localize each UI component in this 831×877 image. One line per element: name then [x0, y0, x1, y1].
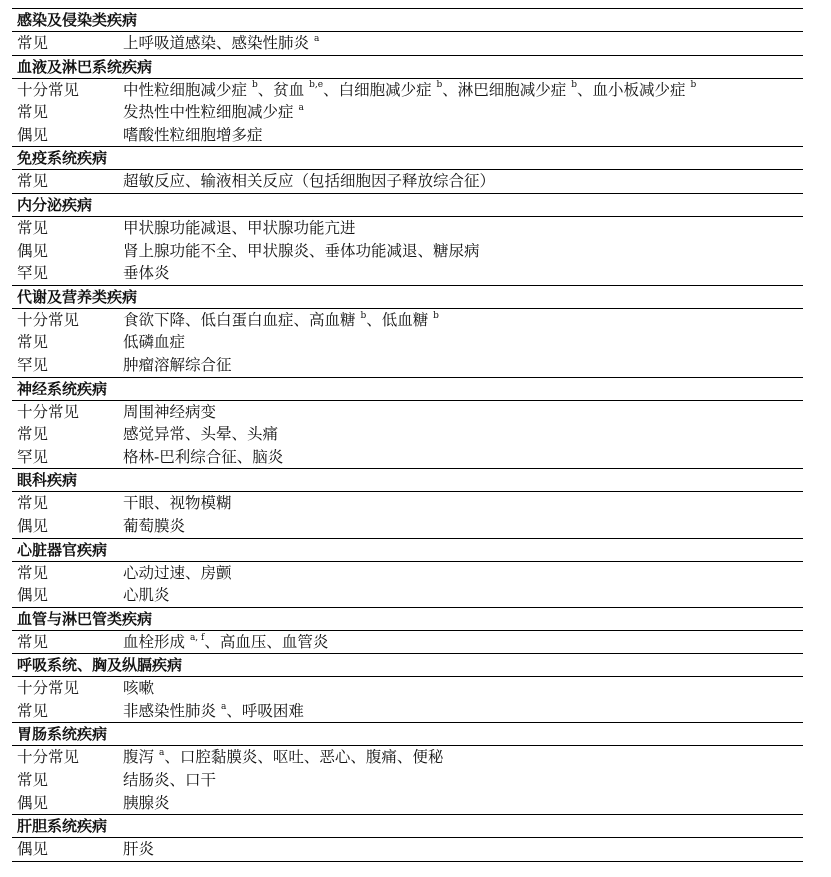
frequency-cell: 常见	[17, 218, 49, 237]
section-header: 代谢及营养类疾病	[12, 286, 803, 309]
term-text: 、低血糖	[366, 310, 434, 329]
term-text: 食欲下降、低白蛋白血症、高血糖	[123, 310, 361, 329]
terms-cell	[123, 423, 278, 446]
terms-cell	[123, 769, 216, 792]
term-text: 低磷血症	[123, 333, 186, 352]
table-row	[12, 354, 803, 377]
terms-cell	[123, 700, 304, 723]
table-row	[12, 32, 803, 55]
terms-cell	[123, 354, 232, 377]
section-header: 肝胆系统疾病	[12, 815, 803, 838]
terms-cell	[123, 217, 356, 240]
table-row	[12, 101, 803, 124]
term-text: 肿瘤溶解综合征	[123, 355, 232, 374]
terms-cell	[123, 677, 154, 700]
table-row	[12, 240, 803, 263]
term-text: 、口腔黏膜炎、呕吐、恶心、腹痛、便秘	[164, 748, 444, 767]
section-header: 心脏器官疾病	[12, 539, 803, 562]
table-section	[12, 469, 803, 538]
adverse-reaction-table	[12, 8, 803, 862]
table-row	[12, 838, 803, 861]
table-row	[12, 309, 803, 332]
term-text: 超敏反应、输液相关反应（包括细胞因子释放综合征）	[123, 172, 496, 191]
terms-cell	[123, 838, 154, 861]
term-text: 胰腺炎	[123, 793, 170, 812]
terms-cell	[123, 401, 216, 424]
term-text: 葡萄膜炎	[123, 516, 186, 535]
frequency-cell: 常见	[17, 494, 49, 513]
section-header: 内分泌疾病	[12, 194, 803, 217]
frequency-cell: 偶见	[17, 241, 49, 260]
frequency-cell: 常见	[17, 333, 49, 352]
terms-cell	[123, 170, 495, 193]
frequency-cell: 常见	[17, 172, 49, 191]
terms-cell	[123, 792, 170, 815]
term-text: 、淋巴细胞减少症	[442, 80, 572, 99]
frequency-cell: 偶见	[17, 586, 49, 605]
term-text: 腹泻	[123, 748, 159, 767]
frequency-cell: 常见	[17, 425, 49, 444]
frequency-cell: 常见	[17, 771, 49, 790]
term-text: 上呼吸道感染、感染性肺炎	[123, 34, 314, 52]
term-text: 发热性中性粒细胞减少症	[123, 103, 299, 122]
table-row	[12, 562, 803, 585]
term-text: 血栓形成	[123, 632, 190, 651]
terms-cell	[123, 124, 263, 147]
term-text: 、贫血	[257, 80, 310, 99]
frequency-cell: 常见	[17, 563, 49, 582]
terms-cell	[123, 584, 170, 607]
term-text: 感觉异常、头晕、头痛	[123, 425, 279, 444]
table-row	[12, 677, 803, 700]
term-text: 垂体炎	[123, 264, 170, 283]
table-row	[12, 746, 803, 769]
term-text: 肝炎	[123, 840, 155, 859]
terms-cell	[123, 562, 232, 585]
table-section	[12, 147, 803, 194]
terms-cell	[123, 262, 170, 285]
term-text: 肾上腺功能不全、甲状腺炎、垂体功能减退、糖尿病	[123, 241, 480, 260]
term-text: 中性粒细胞减少症	[123, 80, 252, 99]
table-row	[12, 515, 803, 538]
terms-cell	[123, 492, 232, 515]
footnote-marker: b	[436, 80, 443, 91]
footnote-marker: b	[433, 310, 439, 321]
term-text: 非感染性肺炎	[123, 701, 221, 720]
term-text: 心肌炎	[123, 586, 170, 605]
terms-cell	[123, 79, 696, 102]
table-row	[12, 423, 803, 446]
terms-cell	[123, 309, 439, 332]
footnote-marker: a	[158, 748, 165, 759]
section-header: 血管与淋巴管类疾病	[12, 608, 803, 631]
table-row	[12, 401, 803, 424]
table-row	[12, 792, 803, 815]
footnote-marker: a, f	[189, 632, 205, 643]
table-row	[12, 331, 803, 354]
footnote-marker: b	[571, 80, 577, 91]
term-text: 周围神经病变	[123, 402, 217, 421]
terms-cell	[123, 32, 319, 55]
frequency-cell: 十分常见	[17, 402, 80, 421]
frequency-cell: 十分常见	[17, 310, 80, 329]
table-row	[12, 584, 803, 607]
section-header: 血液及淋巴系统疾病	[12, 56, 803, 79]
table-section	[12, 56, 803, 148]
table-row	[12, 769, 803, 792]
table-row	[12, 217, 803, 240]
table-row	[12, 492, 803, 515]
term-text: 、白细胞减少症	[323, 80, 437, 99]
table-row	[12, 79, 803, 102]
term-text: 干眼、视物模糊	[123, 494, 232, 513]
frequency-cell: 常见	[17, 701, 49, 720]
footnote-marker: b	[360, 310, 367, 321]
table-row	[12, 631, 803, 654]
frequency-cell: 十分常见	[17, 748, 80, 767]
footnote-marker: a	[220, 701, 227, 712]
table-section	[12, 9, 803, 56]
terms-cell	[123, 446, 283, 469]
footnote-marker: b,e	[309, 80, 324, 91]
frequency-cell: 罕见	[17, 447, 49, 466]
terms-cell	[123, 331, 185, 354]
terms-cell	[123, 240, 480, 263]
table-section	[12, 723, 803, 815]
frequency-cell: 常见	[17, 632, 49, 651]
frequency-cell: 罕见	[17, 264, 49, 283]
terms-cell	[123, 101, 304, 124]
frequency-cell: 十分常见	[17, 679, 80, 698]
table-row	[12, 124, 803, 147]
frequency-cell: 常见	[17, 34, 49, 52]
term-text: 格林-巴利综合征、脑炎	[123, 447, 284, 466]
table-section	[12, 194, 803, 286]
frequency-cell: 常见	[17, 103, 49, 122]
term-text: 、呼吸困难	[226, 701, 304, 720]
table-section	[12, 378, 803, 470]
terms-cell	[123, 515, 185, 538]
section-header: 眼科疾病	[12, 469, 803, 492]
frequency-cell: 偶见	[17, 793, 49, 812]
section-header: 感染及侵染类疾病	[12, 9, 803, 32]
terms-cell	[123, 631, 328, 654]
section-header: 呼吸系统、胸及纵膈疾病	[12, 654, 803, 677]
table-section	[12, 608, 803, 655]
table-row	[12, 446, 803, 469]
table-section	[12, 815, 803, 862]
term-text: 、血小板减少症	[577, 80, 691, 99]
footnote-marker: a	[298, 103, 304, 114]
term-text: 、高血压、血管炎	[204, 632, 329, 651]
table-section	[12, 539, 803, 608]
frequency-cell: 十分常见	[17, 80, 80, 99]
section-header: 神经系统疾病	[12, 378, 803, 401]
term-text: 嗜酸性粒细胞增多症	[123, 125, 263, 144]
table-row	[12, 262, 803, 285]
footnote-marker: a	[313, 33, 320, 44]
term-text: 结肠炎、口干	[123, 771, 217, 790]
terms-cell	[123, 746, 443, 769]
frequency-cell: 罕见	[17, 355, 49, 374]
term-text: 甲状腺功能减退、甲状腺功能亢进	[123, 218, 356, 237]
section-header: 胃肠系统疾病	[12, 723, 803, 746]
table-section	[12, 654, 803, 723]
term-text: 咳嗽	[123, 679, 155, 698]
section-header: 免疫系统疾病	[12, 147, 803, 170]
frequency-cell: 偶见	[17, 840, 49, 859]
table-row	[12, 700, 803, 723]
footnote-marker: b	[251, 80, 258, 91]
footnote-marker: b	[690, 80, 697, 91]
frequency-cell: 偶见	[17, 125, 49, 144]
frequency-cell: 偶见	[17, 516, 49, 535]
table-row	[12, 170, 803, 193]
term-text: 心动过速、房颤	[123, 563, 232, 582]
table-section	[12, 286, 803, 378]
